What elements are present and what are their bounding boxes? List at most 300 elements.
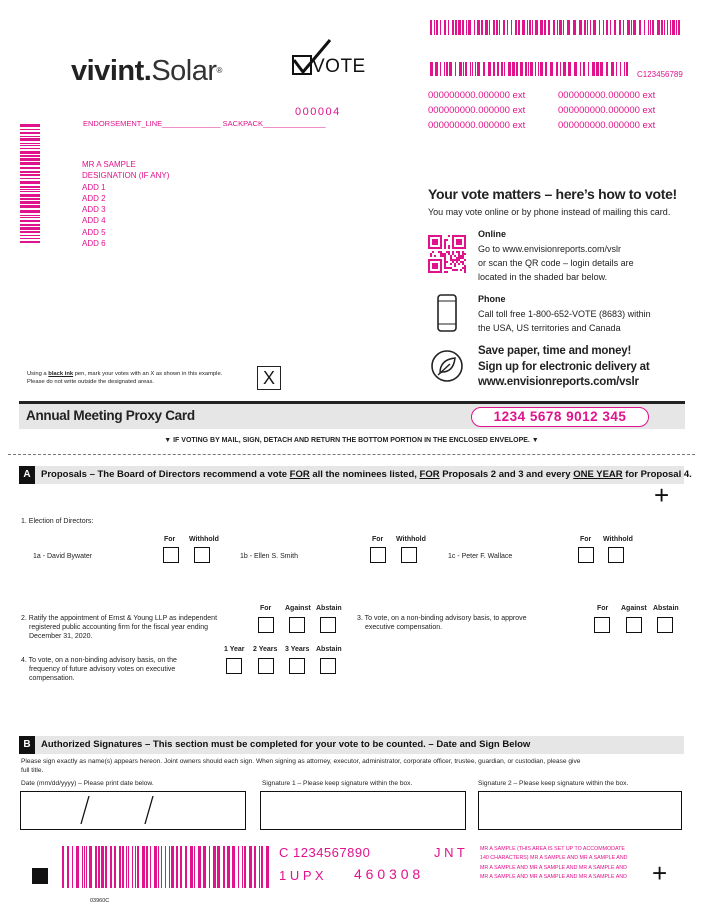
ext-line: 000000000.000000 ext bbox=[558, 120, 656, 131]
footer-code: C 1234567890 bbox=[279, 845, 371, 860]
phone-instructions bbox=[478, 307, 651, 335]
barcode-bar bbox=[563, 20, 564, 35]
col-abstain: Abstain bbox=[653, 605, 679, 612]
nominee-1b: 1b - Ellen S. Smith bbox=[240, 553, 298, 560]
signature-2-box[interactable] bbox=[478, 791, 682, 830]
barcode-bar bbox=[20, 201, 40, 204]
barcode-bar bbox=[592, 62, 595, 76]
barcode-bar bbox=[676, 20, 677, 35]
barcode-bar bbox=[644, 20, 645, 35]
col-for: For bbox=[372, 536, 384, 543]
barcode-bar bbox=[161, 846, 162, 888]
barcode-bar bbox=[481, 20, 483, 35]
barcode-bar bbox=[89, 846, 92, 888]
barcode-bar bbox=[20, 151, 40, 154]
barcode-bar bbox=[518, 20, 520, 35]
barcode-bar bbox=[261, 846, 263, 888]
barcode-bar bbox=[596, 62, 599, 76]
address-line: DESIGNATION (IF ANY) bbox=[82, 171, 170, 181]
barcode-bar bbox=[584, 20, 586, 35]
barcode-bar bbox=[20, 138, 40, 141]
barcode-bar bbox=[217, 846, 220, 888]
barcode-bar bbox=[678, 20, 680, 35]
barcode-bar bbox=[20, 178, 40, 179]
barcode-bar bbox=[165, 846, 166, 888]
barcode-bar bbox=[110, 846, 112, 888]
barcode-bar bbox=[20, 215, 40, 216]
barcode-bar bbox=[62, 846, 64, 888]
barcode-bar bbox=[20, 238, 40, 239]
col-against: Against bbox=[621, 605, 647, 612]
leaf-icon bbox=[430, 349, 464, 383]
section-a-tag: A bbox=[19, 466, 35, 484]
detach-line bbox=[8, 454, 695, 455]
barcode-bar bbox=[535, 20, 538, 35]
address-line: ADD 1 bbox=[82, 182, 106, 192]
barcode-bar bbox=[98, 846, 100, 888]
sequence-number: 000004 bbox=[295, 106, 341, 118]
vivint-solar-logo bbox=[71, 56, 222, 86]
barcode-bar bbox=[194, 846, 195, 888]
barcode-bar bbox=[132, 846, 133, 888]
barcode-bar bbox=[652, 20, 654, 35]
online-line: or scan the QR code – login details are bbox=[478, 258, 634, 268]
barcode-bar bbox=[114, 846, 116, 888]
date-label: Date (mm/dd/yyyy) – Please print date below. bbox=[21, 780, 154, 787]
checkbox-1a-for[interactable] bbox=[163, 547, 179, 563]
barcode-bar bbox=[20, 224, 40, 226]
barcode-bar bbox=[627, 20, 630, 35]
vote-info-subtitle: You may vote online or by phone instead of mailing this card. bbox=[428, 207, 671, 217]
section-b-tag: B bbox=[19, 736, 35, 754]
barcode-bar bbox=[606, 62, 608, 76]
ext-line: 000000000.000000 ext bbox=[428, 90, 526, 101]
barcode-bar bbox=[489, 20, 490, 35]
top-barcode-1 bbox=[430, 20, 681, 35]
barcode-bar bbox=[242, 846, 243, 888]
barcode-bar bbox=[463, 62, 464, 76]
date-input-box[interactable] bbox=[20, 791, 246, 830]
barcode-bar bbox=[606, 20, 608, 35]
barcode-bar bbox=[535, 62, 536, 76]
footer-barcode bbox=[62, 846, 270, 888]
barcode-bar bbox=[20, 205, 40, 208]
barcode-bar bbox=[180, 846, 182, 888]
barcode-bar bbox=[588, 62, 589, 76]
ext-line: 000000000.000000 ext bbox=[558, 90, 656, 101]
col-for: For bbox=[597, 605, 609, 612]
checkbox-1a-withhold[interactable] bbox=[194, 547, 210, 563]
barcode-bar bbox=[616, 62, 617, 76]
barcode-bar bbox=[449, 62, 452, 76]
barcode-bar bbox=[522, 20, 525, 35]
brand-name-bold: vivint. bbox=[71, 55, 152, 87]
qr-code-icon bbox=[428, 235, 466, 273]
vote-logo bbox=[290, 38, 366, 80]
barcode-bar bbox=[493, 62, 495, 76]
barcode-bar bbox=[508, 62, 511, 76]
barcode-bar bbox=[135, 846, 136, 888]
instruction-text: Please do not write outside the designated areas. bbox=[27, 379, 154, 385]
barcode-bar bbox=[176, 846, 178, 888]
barcode-bar bbox=[548, 20, 550, 35]
checkbox-1c-withhold[interactable] bbox=[608, 547, 624, 563]
ink-instruction bbox=[27, 370, 222, 386]
barcode-bar bbox=[560, 62, 561, 76]
barcode-bar bbox=[20, 241, 40, 243]
address-line: ADD 4 bbox=[82, 216, 106, 226]
barcode-bar bbox=[493, 20, 495, 35]
instruction-text: pen, mark your votes with an X as shown in this example. bbox=[73, 371, 223, 377]
mail-note: ▼ IF VOTING BY MAIL, SIGN, DETACH AND RETURN THE BOTTOM PORTION IN THE ENCLOSED ENVELOPE. ▼ bbox=[164, 437, 539, 444]
footer-sample-text: MR A SAMPLE (THIS AREA IS SET UP TO ACCOMMODATE 140 CHARACTERS) MR A SAMPLE AND MR A SAMPLE AND MR A SAMPLE AND MR A SAMPLE AND MR A SAMPLE AND MR A SAMPLE AND MR A SAMPLE AND MR A SAMPLE AND bbox=[480, 846, 628, 880]
barcode-bar bbox=[516, 62, 518, 76]
barcode-bar bbox=[122, 846, 124, 888]
checkbox-p4-2-years[interactable] bbox=[258, 658, 274, 674]
online-line: located in the shaded bar below. bbox=[478, 272, 608, 282]
barcode-bar bbox=[540, 62, 543, 76]
vote-logo-text: VOTE bbox=[312, 56, 366, 77]
section-b-bar bbox=[19, 736, 684, 754]
barcode-bar bbox=[249, 846, 252, 888]
barcode-bar bbox=[557, 20, 558, 35]
col-for: For bbox=[164, 536, 176, 543]
col-withhold: Withhold bbox=[603, 536, 633, 543]
barcode-bar bbox=[444, 20, 446, 35]
phone-line: the USA, US territories and Canada bbox=[478, 323, 621, 333]
barcode-bar bbox=[568, 62, 571, 76]
barcode-bar bbox=[477, 62, 480, 76]
barcode-bar bbox=[483, 62, 485, 76]
checkbox-p2-abstain[interactable] bbox=[320, 617, 336, 633]
barcode-bar bbox=[540, 20, 543, 35]
barcode-bar bbox=[72, 846, 73, 888]
barcode-bar bbox=[444, 62, 445, 76]
barcode-bar bbox=[169, 846, 170, 888]
barcode-bar bbox=[76, 846, 79, 888]
barcode-bar bbox=[150, 846, 151, 888]
barcode-bar bbox=[545, 62, 547, 76]
control-code: C123456789 bbox=[637, 70, 683, 79]
proxy-code bbox=[471, 407, 649, 427]
barcode-bar bbox=[580, 62, 581, 76]
barcode-bar bbox=[448, 20, 449, 35]
barcode-bar bbox=[198, 846, 201, 888]
footer-upx: 1 U P X bbox=[279, 868, 324, 883]
proposal-2: 2. Ratify the appointment of Ernst & Young LLP as independent registered public accounting firm for the fiscal year ending December 31, 2020. bbox=[21, 615, 218, 640]
barcode-bar bbox=[511, 20, 512, 35]
barcode-bar bbox=[190, 846, 193, 888]
barcode-bar bbox=[610, 20, 611, 35]
barcode-bar bbox=[232, 846, 235, 888]
barcode-bar bbox=[430, 62, 433, 76]
barcode-bar bbox=[672, 20, 675, 35]
barcode-bar bbox=[532, 20, 533, 35]
barcode-bar bbox=[452, 20, 454, 35]
barcode-bar bbox=[459, 62, 462, 76]
address-line: ADD 2 bbox=[82, 193, 106, 203]
col-2-years: 2 Years bbox=[253, 646, 278, 653]
barcode-bar bbox=[631, 20, 632, 35]
barcode-bar bbox=[477, 20, 480, 35]
barcode-bar bbox=[525, 62, 527, 76]
barcode-bar bbox=[20, 186, 40, 188]
barcode-bar bbox=[583, 62, 585, 76]
col-1-year: 1 Year bbox=[224, 646, 245, 653]
col-for: For bbox=[260, 605, 272, 612]
ext-line: 000000000.000000 ext bbox=[558, 105, 656, 116]
checkbox-p3-abstain[interactable] bbox=[657, 617, 673, 633]
barcode-bar bbox=[266, 846, 269, 888]
barcode-bar bbox=[600, 62, 603, 76]
barcode-bar bbox=[20, 198, 40, 200]
delivery-line: Save paper, time and money! bbox=[478, 345, 632, 357]
barcode-bar bbox=[128, 846, 129, 888]
address-line: ADD 5 bbox=[82, 227, 106, 237]
barcode-bar bbox=[20, 210, 40, 213]
barcode-bar bbox=[20, 171, 40, 173]
barcode-bar bbox=[470, 62, 471, 76]
barcode-bar bbox=[626, 62, 628, 76]
barcode-bar bbox=[20, 124, 40, 127]
ext-line: 000000000.000000 ext bbox=[428, 105, 526, 116]
barcode-bar bbox=[499, 20, 500, 35]
checkbox-p3-for[interactable] bbox=[594, 617, 610, 633]
barcode-bar bbox=[550, 62, 553, 76]
barcode-bar bbox=[512, 62, 515, 76]
signature-1-box[interactable] bbox=[260, 791, 466, 830]
barcode-bar bbox=[587, 20, 588, 35]
barcode-bar bbox=[203, 846, 206, 888]
footer-jnt: J N T bbox=[434, 845, 465, 860]
barcode-bar bbox=[434, 20, 435, 35]
brand-trademark: ® bbox=[216, 66, 222, 75]
barcode-bar bbox=[527, 20, 528, 35]
barcode-bar bbox=[20, 129, 40, 130]
barcode-bar bbox=[20, 145, 40, 146]
barcode-bar bbox=[472, 62, 473, 76]
barcode-bar bbox=[84, 846, 85, 888]
section-a-heading: Proposals – The Board of Directors recommend a vote FOR all the nominees listed, FOR Proposals 2 and 3 and every ONE YEAR for Proposal 4. bbox=[41, 469, 692, 480]
barcode-bar bbox=[20, 143, 40, 144]
top-barcode-2 bbox=[430, 62, 630, 76]
barcode-bar bbox=[515, 20, 517, 35]
ext-line: 000000000.000000 ext bbox=[428, 120, 526, 131]
barcode-bar bbox=[497, 62, 499, 76]
barcode-bar bbox=[440, 20, 441, 35]
checkbox-p2-against[interactable] bbox=[289, 617, 305, 633]
phone-title: Phone bbox=[478, 294, 506, 304]
barcode-bar bbox=[670, 20, 671, 35]
barcode-bar bbox=[20, 136, 40, 137]
address-line: MR A SAMPLE bbox=[82, 160, 136, 169]
barcode-bar bbox=[501, 62, 503, 76]
barcode-bar bbox=[556, 62, 558, 76]
barcode-bar bbox=[20, 191, 40, 192]
delivery-line: www.envisionreports.com/vslr bbox=[478, 376, 639, 388]
example-x: X bbox=[262, 368, 275, 388]
barcode-bar bbox=[227, 846, 230, 888]
barcode-bar bbox=[209, 846, 210, 888]
checkbox-p4-3-years[interactable] bbox=[289, 658, 305, 674]
barcode-bar bbox=[648, 20, 649, 35]
signature-1-label: Signature 1 – Please keep signature within the box. bbox=[262, 780, 413, 787]
mailing-address bbox=[82, 159, 169, 249]
barcode-bar bbox=[661, 20, 663, 35]
barcode-bar bbox=[544, 20, 546, 35]
barcode-bar bbox=[468, 20, 471, 35]
barcode-bar bbox=[504, 62, 505, 76]
barcode-bar bbox=[101, 846, 104, 888]
section-a-bar bbox=[19, 466, 692, 484]
signature-instructions: Please sign exactly as name(s) appears hereon. Joint owners should each sign. When signing as attorney, executor, administrator, corporate officer, trustee, guardian, or custodian, please give full title. bbox=[21, 758, 581, 774]
footer-number: 4 6 0 3 0 8 bbox=[354, 866, 421, 882]
barcode-bar bbox=[593, 20, 596, 35]
barcode-bar bbox=[529, 20, 531, 35]
barcode-bar bbox=[185, 846, 187, 888]
barcode-bar bbox=[67, 846, 69, 888]
barcode-bar bbox=[446, 62, 448, 76]
barcode-bar bbox=[20, 217, 40, 218]
barcode-bar bbox=[20, 132, 40, 134]
barcode-bar bbox=[20, 174, 40, 176]
registration-plus: + bbox=[654, 480, 670, 510]
barcode-bar bbox=[667, 20, 668, 35]
barcode-bar bbox=[154, 846, 157, 888]
barcode-bar bbox=[20, 235, 40, 236]
online-instructions bbox=[478, 242, 634, 284]
barcode-bar bbox=[20, 148, 40, 149]
col-3-years: 3 Years bbox=[285, 646, 310, 653]
barcode-bar bbox=[119, 846, 121, 888]
barcode-bar bbox=[86, 846, 87, 888]
address-line: ADD 6 bbox=[82, 239, 106, 249]
barcode-bar bbox=[259, 846, 260, 888]
nominee-1c: 1c - Peter F. Wallace bbox=[448, 553, 513, 560]
barcode-bar bbox=[20, 231, 40, 233]
barcode-bar bbox=[538, 62, 539, 76]
barcode-bar bbox=[20, 162, 40, 165]
barcode-bar bbox=[599, 20, 600, 35]
barcode-bar bbox=[639, 20, 641, 35]
checkbox-1c-for[interactable] bbox=[578, 547, 594, 563]
proposal-3: 3. To vote, on a non-binding advisory basis, to approve executive compensation. bbox=[357, 615, 527, 631]
endorsement-line: ENDORSEMENT_LINE______________ SACKPACK_______________ bbox=[83, 119, 326, 128]
barcode-bar bbox=[633, 20, 636, 35]
barcode-bar bbox=[82, 846, 83, 888]
phone-line: Call toll free 1-800-652-VOTE (8683) within bbox=[478, 309, 651, 319]
proxy-title-bar bbox=[19, 401, 685, 429]
barcode-bar bbox=[238, 846, 239, 888]
section-b-heading: Authorized Signatures – This section must be completed for your vote to be counted. – Date and Sign Below bbox=[41, 739, 531, 750]
barcode-bar bbox=[657, 20, 660, 35]
barcode-bar bbox=[624, 62, 625, 76]
barcode-bar bbox=[603, 20, 604, 35]
document-id: 03960C bbox=[90, 898, 110, 904]
proposal-4: 4. To vote, on a non-binding advisory basis, on the frequency of future advisory votes on executive compensation. bbox=[21, 657, 177, 682]
barcode-bar bbox=[503, 20, 505, 35]
barcode-bar bbox=[158, 846, 159, 888]
barcode-bar bbox=[20, 194, 40, 197]
barcode-bar bbox=[171, 846, 174, 888]
barcode-bar bbox=[20, 227, 40, 230]
barcode-bar bbox=[474, 20, 475, 35]
footer-registration-plus: + bbox=[652, 858, 668, 888]
barcode-bar bbox=[95, 846, 97, 888]
barcode-bar bbox=[20, 220, 40, 222]
barcode-bar bbox=[530, 62, 533, 76]
barcode-bar bbox=[619, 20, 621, 35]
col-abstain: Abstain bbox=[316, 646, 342, 653]
barcode-bar bbox=[146, 846, 148, 888]
barcode-bar bbox=[496, 20, 498, 35]
barcode-bar bbox=[466, 20, 467, 35]
checkbox-p4-abstain[interactable] bbox=[320, 658, 336, 674]
checkbox-1b-for[interactable] bbox=[370, 547, 386, 563]
barcode-bar bbox=[105, 846, 107, 888]
barcode-bar bbox=[485, 20, 488, 35]
example-mark-box bbox=[257, 366, 281, 390]
barcode-bar bbox=[244, 846, 246, 888]
barcode-bar bbox=[254, 846, 256, 888]
barcode-bar bbox=[488, 62, 491, 76]
online-line: Go to www.envisionreports.com/vslr bbox=[478, 244, 622, 254]
proxy-title: Annual Meeting Proxy Card bbox=[26, 408, 195, 423]
col-abstain: Abstain bbox=[316, 605, 342, 612]
barcode-bar bbox=[623, 20, 624, 35]
checkbox-p2-for[interactable] bbox=[258, 617, 274, 633]
proxy-code-text: 1234 5678 9012 345 bbox=[493, 409, 627, 424]
barcode-bar bbox=[563, 62, 566, 76]
barcode-bar bbox=[573, 20, 576, 35]
instruction-bold: black ink bbox=[48, 371, 74, 377]
election-title: 1. Election of Directors: bbox=[21, 518, 94, 525]
barcode-bar bbox=[20, 167, 40, 169]
col-against: Against bbox=[285, 605, 311, 612]
online-title: Online bbox=[478, 229, 507, 239]
barcode-bar bbox=[436, 20, 438, 35]
checkbox-p3-against[interactable] bbox=[626, 617, 642, 633]
barcode-bar bbox=[553, 20, 555, 35]
barcode-bar bbox=[528, 62, 529, 76]
barcode-bar bbox=[20, 181, 40, 184]
barcode-bar bbox=[455, 62, 456, 76]
phone-icon bbox=[436, 293, 458, 333]
checkbox-p4-1-year[interactable] bbox=[226, 658, 242, 674]
barcode-bar bbox=[567, 20, 570, 35]
barcode-bar bbox=[611, 62, 614, 76]
barcode-bar bbox=[650, 20, 651, 35]
barcode-bar bbox=[455, 20, 457, 35]
barcode-bar bbox=[223, 846, 225, 888]
barcode-bar bbox=[142, 846, 145, 888]
electronic-delivery bbox=[478, 344, 650, 391]
barcode-bar bbox=[614, 20, 616, 35]
barcode-bar bbox=[574, 62, 577, 76]
barcode-bar bbox=[462, 20, 464, 35]
barcode-bar bbox=[458, 20, 461, 35]
vote-info-title: Your vote matters – here’s how to vote! bbox=[428, 186, 677, 202]
barcode-bar bbox=[465, 62, 467, 76]
barcode-bar bbox=[440, 62, 441, 76]
brand-name-light: Solar bbox=[151, 55, 217, 87]
barcode-bar bbox=[213, 846, 216, 888]
barcode-bar bbox=[507, 20, 508, 35]
address-line: ADD 3 bbox=[82, 205, 106, 215]
barcode-bar bbox=[590, 20, 591, 35]
col-withhold: Withhold bbox=[189, 536, 219, 543]
checkbox-1b-withhold[interactable] bbox=[401, 547, 417, 563]
